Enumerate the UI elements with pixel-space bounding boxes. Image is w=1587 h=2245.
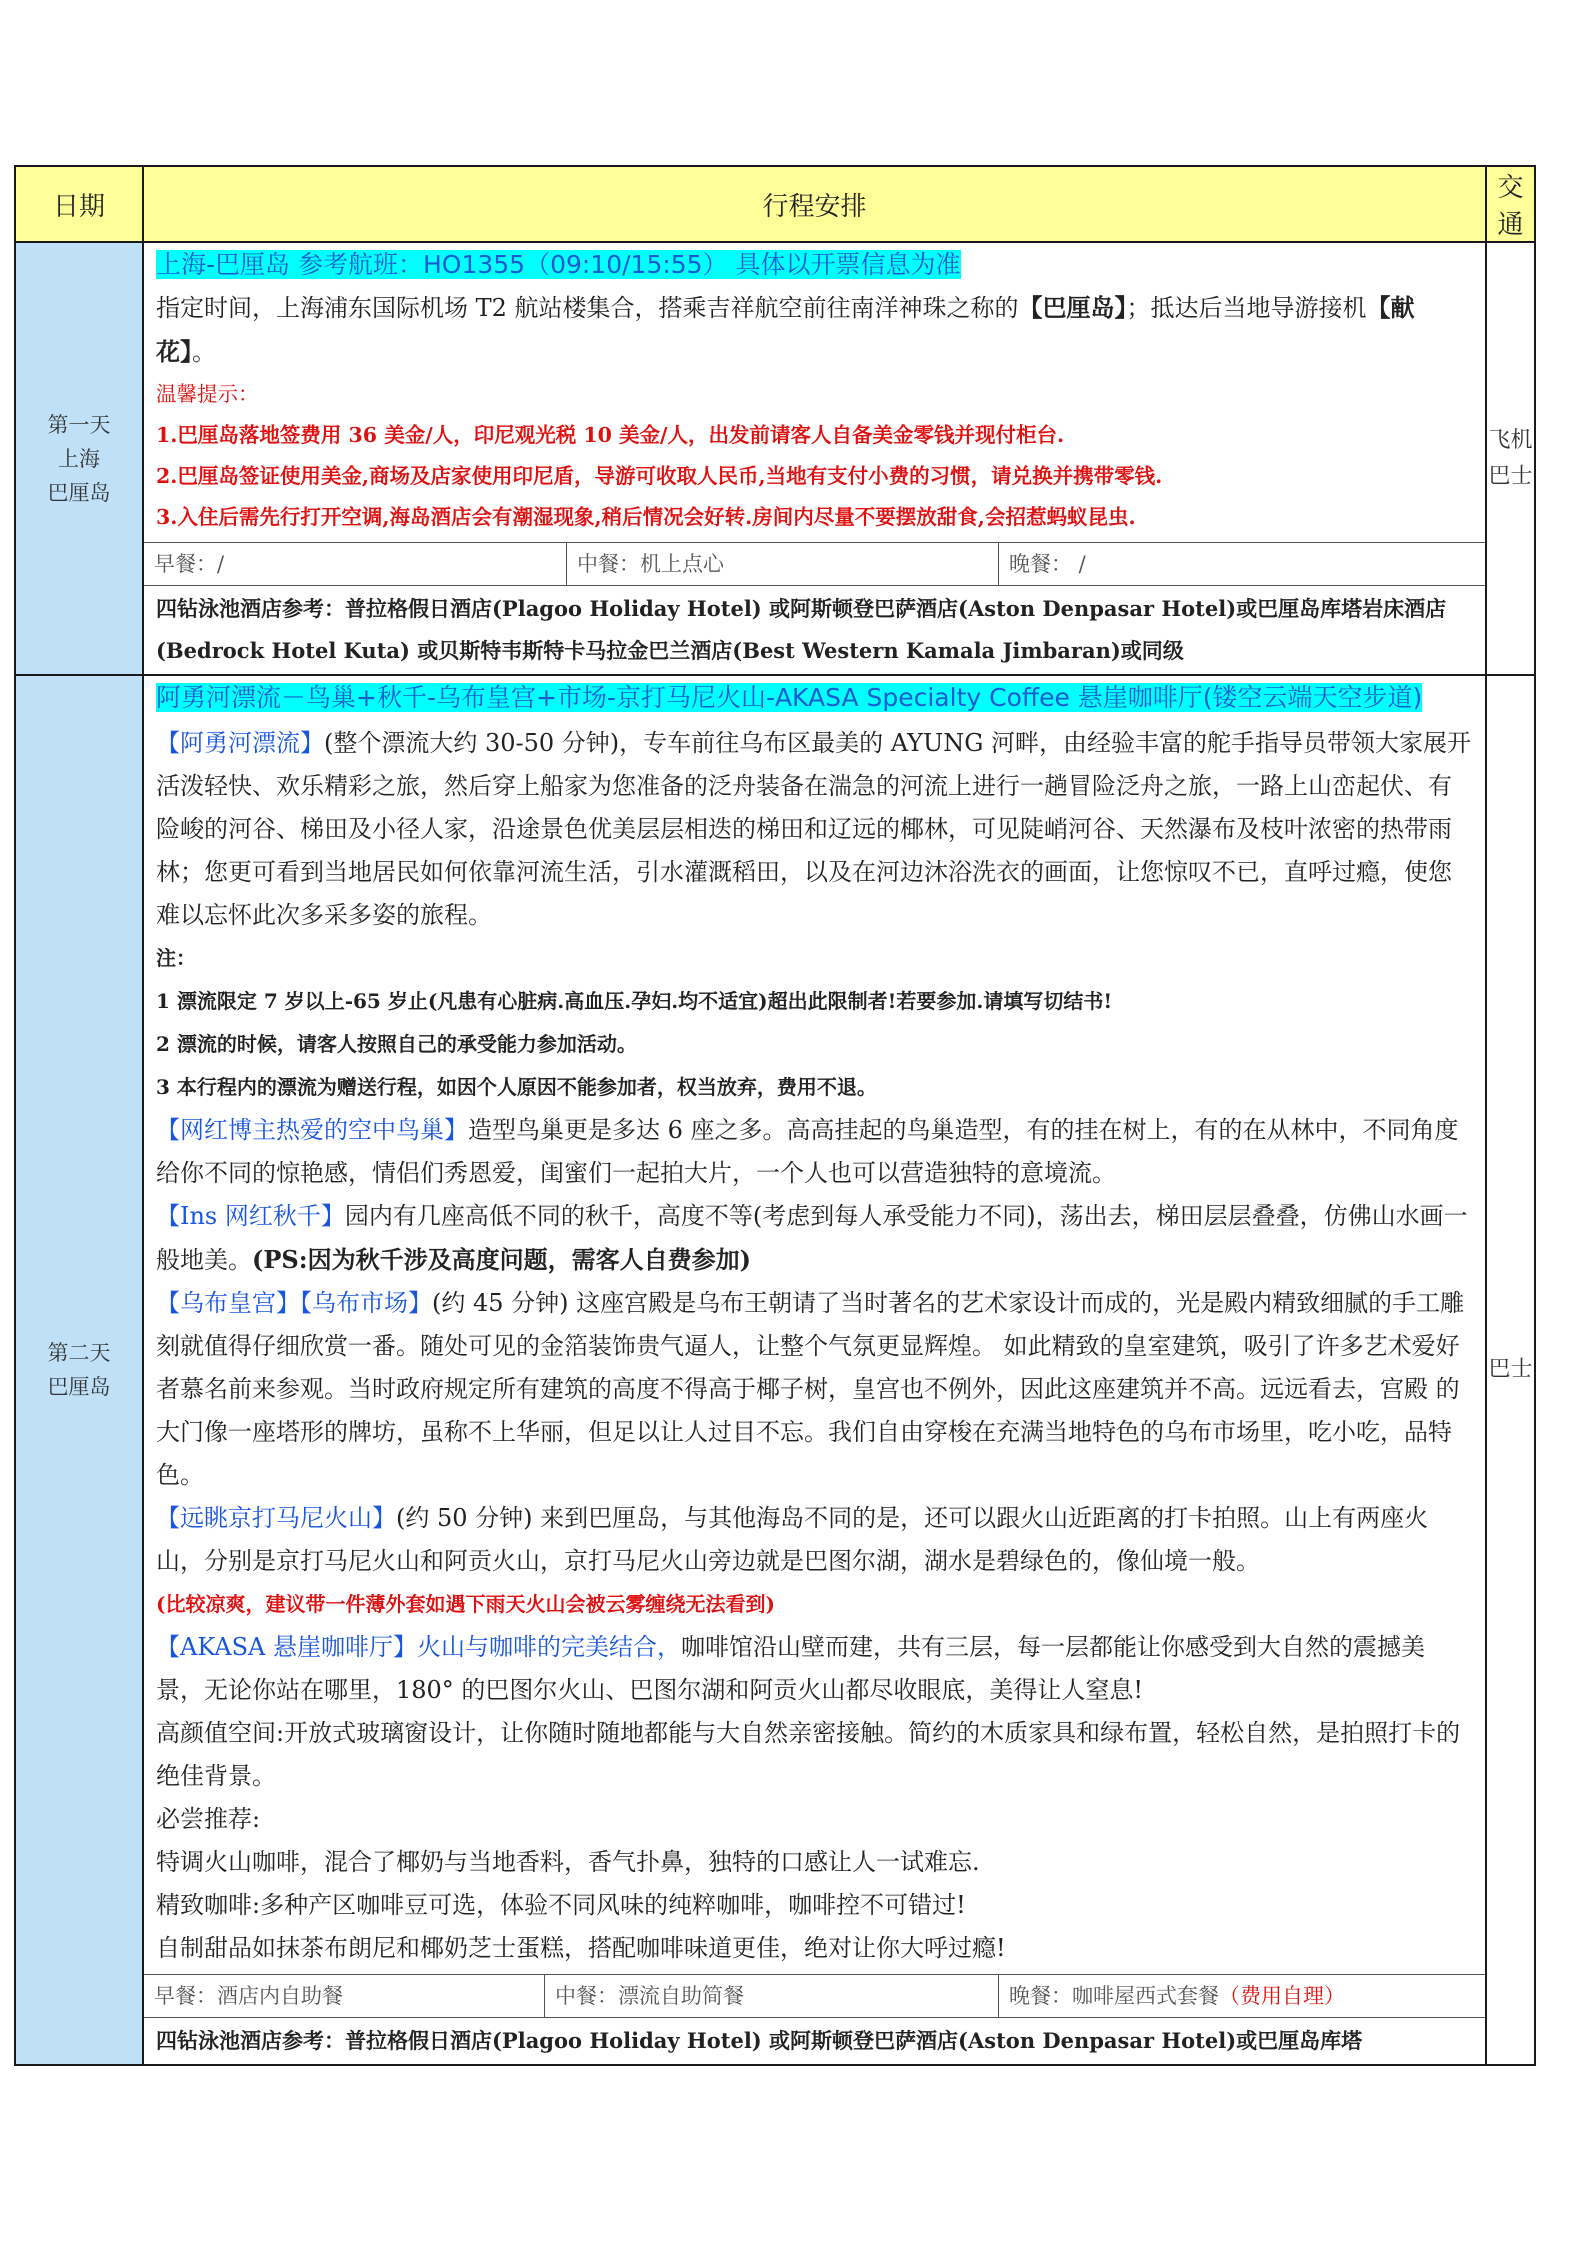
day2-label: 第二天 巴厘岛: [15, 675, 143, 2065]
day2-must-2: 精致咖啡:多种产区咖啡豆可选，体验不同风味的纯粹咖啡，咖啡控不可错过!: [156, 1891, 966, 1919]
day1-tip-1: 1.巴厘岛落地签费用 36 美金/人，印尼观光税 10 美金/人，出发前请客人自备美金零钱并现付柜台.: [156, 423, 1065, 447]
day2-note-3: 3 本行程内的漂流为赠送行程，如因个人原因不能参加者，权当放弃，费用不退。: [156, 1075, 877, 1099]
day2-breakfast: 早餐：酒店内自助餐: [154, 1984, 343, 2008]
day2-row: [15, 675, 1535, 2065]
day2-hotel: 四钻泳池酒店参考：普拉格假日酒店(Plagoo Holiday Hotel) 或阿斯顿登巴萨酒店(Aston Denpasar Hotel)或巴厘岛库塔: [156, 2028, 1363, 2053]
day1-lunch: 中餐：机上点心: [566, 543, 998, 585]
day2-lunch: 中餐：漂流自助简餐: [544, 1975, 998, 2017]
day2-palace: 【乌布皇宫】【乌布市场】(约 45 分钟) 这座宫殿是乌布王朝请了当时著名的艺术家设计而成的，光是殿内精致细腻的手工雕刻就值得仔细欣赏一番。随处可见的金箔装饰贵气逼人，让整个气氛更显辉煌。 如此精致的皇室建筑，吸引了许多艺术爱好者慕名前来参观。当时政府规定所有建筑的高度不得高于椰子树，皇宫也不例外，因此这座建筑并不高。远远看去，宫殿 的大门像一座塔形的牌坊，虽称不上华丽，但足以让人过目不忘。我们自由穿梭在充满当地特色的乌布市场里，吃小吃，品特色。: [156, 1289, 1465, 1489]
day1-dinner: 晚餐： /: [998, 543, 1485, 585]
day2-must-title: 必尝推荐:: [156, 1805, 261, 1833]
day1-hotel: 四钻泳池酒店参考：普拉格假日酒店(Plagoo Holiday Hotel) 或阿斯顿登巴萨酒店(Aston Denpasar Hotel)或巴厘岛库塔岩床酒店(Bedrock Hotel Kuta) 或贝斯特韦斯特卡马拉金巴兰酒店(Best Western Kamala Jimbaran)或同级: [156, 596, 1447, 663]
day1-meals: [144, 542, 1485, 586]
day1-label: 第一天 上海 巴厘岛: [15, 242, 143, 675]
day2-must-3: 自制甜品如抹茶布朗尼和椰奶芝士蛋糕，搭配咖啡味道更佳，绝对让你大呼过瘾!: [156, 1934, 1006, 1962]
day2-note-1: 1 漂流限定 7 岁以上-65 岁止(凡患有心脏病.高血压.孕妇.均不适宜)超出此限制者!若要参加.请填写切结书!: [156, 989, 1113, 1013]
day1-tip-3: 3.入住后需先行打开空调,海岛酒店会有潮湿现象,稍后情况会好转.房间内尽量不要摆放甜食,会招惹蚂蚁昆虫.: [156, 505, 1136, 529]
day2-akasa: 【AKASA 悬崖咖啡厅】火山与咖啡的完美结合，咖啡馆沿山壁而建，共有三层，每一层都能让你感受到大自然的震撼美景，无论你站在哪里，180° 的巴图尔火山、巴图尔湖和阿贡火山都尽收眼底，美得让人窒息!: [156, 1633, 1426, 1704]
day2-dinner: 晚餐：咖啡屋西式套餐（费用自理）: [998, 1975, 1485, 2017]
day1-transport: 飞机 巴士: [1486, 242, 1535, 675]
day1-content: [143, 242, 1486, 675]
header-row: [15, 166, 1535, 242]
day2-note-title: 注：: [156, 946, 196, 970]
day1-tip-title: 温馨提示：: [156, 382, 259, 406]
day2-title: 阿勇河漂流－鸟巢+秋千-乌布皇宫+市场-京打马尼火山-AKASA Specialty Coffee 悬崖咖啡厅(镂空云端天空步道): [156, 683, 1423, 712]
day2-nest: 【网红博主热爱的空中鸟巢】造型鸟巢更是多达 6 座之多。高高挂起的鸟巢造型，有的挂在树上，有的在从林中，不同角度给你不同的惊艳感，情侣们秀恩爱，闺蜜们一起拍大片，一个人也可以营造独特的意境流。: [156, 1116, 1459, 1187]
header-date: 日期: [15, 166, 143, 242]
header-transport: 交通: [1486, 166, 1535, 242]
day2-swing: 【Ins 网红秋千】园内有几座高低不同的秋千，高度不等(考虑到每人承受能力不同)，荡出去，梯田层层叠叠，仿佛山水画一般地美。(PS:因为秋千涉及高度问题，需客人自费参加): [156, 1202, 1468, 1274]
day1-breakfast: 早餐：/: [154, 552, 225, 576]
day2-transport: 巴士: [1486, 675, 1535, 2065]
day1-title: 上海-巴厘岛 参考航班：HO1355（09:10/15:55） 具体以开票信息为准: [156, 250, 961, 279]
itinerary-table: [14, 165, 1536, 2066]
day2-volcano: 【远眺京打马尼火山】(约 50 分钟) 来到巴厘岛，与其他海岛不同的是，还可以跟火山近距离的打卡拍照。山上有两座火山，分别是京打马尼火山和阿贡火山，京打马尼火山旁边就是巴图尔湖，湖水是碧绿色的，像仙境一般。: [156, 1504, 1429, 1575]
day2-volcano-note: (比较凉爽，建议带一件薄外套如遇下雨天火山会被云雾缠绕无法看到): [156, 1592, 775, 1616]
day2-note-2: 2 漂流的时候，请客人按照自己的承受能力参加活动。: [156, 1032, 637, 1056]
day2-must-1: 特调火山咖啡，混合了椰奶与当地香料，香气扑鼻，独特的口感让人一试难忘.: [156, 1848, 980, 1876]
day1-row: [15, 242, 1535, 675]
day2-rafting: 【阿勇河漂流】(整个漂流大约 30-50 分钟)，专车前往乌布区最美的 AYUNG 河畔，由经验丰富的舵手指导员带领大家展开活泼轻快、欢乐精彩之旅，然后穿上船家为您准备的泛舟装备在湍急的河流上进行一趟冒险泛舟之旅，一路上山峦起伏、有险峻的河谷、梯田及小径人家，沿途景色优美层层相迭的梯田和辽远的椰林，可见陡峭河谷、天然瀑布及枝叶浓密的热带雨林；您更可看到当地居民如何依靠河流生活，引水灌溉稻田，以及在河边沐浴洗衣的画面，让您惊叹不已，直呼过瘾，使您难以忘怀此次多采多姿的旅程。: [156, 729, 1472, 929]
header-schedule: 行程安排: [143, 166, 1486, 242]
day2-space: 高颜值空间:开放式玻璃窗设计，让你随时随地都能与大自然亲密接触。简约的木质家具和绿布置，轻松自然，是拍照打卡的绝佳背景。: [156, 1719, 1461, 1790]
day2-content: [143, 675, 1486, 2065]
day1-description: 指定时间，上海浦东国际机场 T2 航站楼集合，搭乘吉祥航空前往南洋神珠之称的【巴厘岛】；抵达后当地导游接机【献花】。: [156, 293, 1415, 366]
day2-meals: [144, 1974, 1485, 2018]
day1-tip-2: 2.巴厘岛签证使用美金,商场及店家使用印尼盾，导游可收取人民币,当地有支付小费的习惯，请兑换并携带零钱.: [156, 464, 1163, 488]
